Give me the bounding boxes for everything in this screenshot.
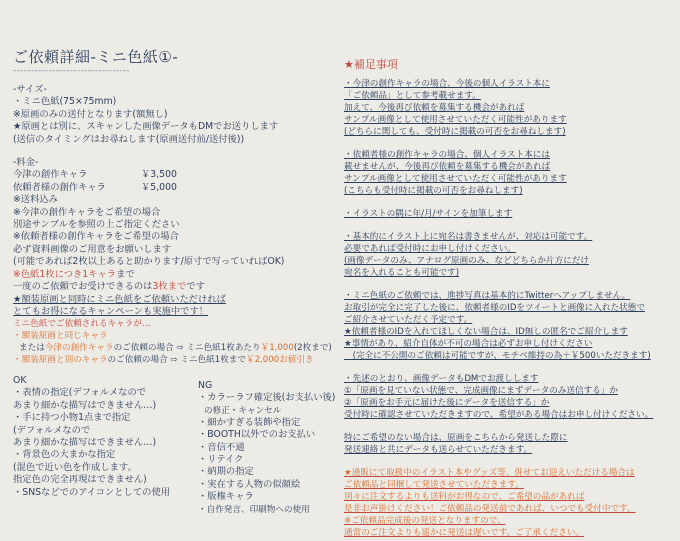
supplement-line: (どちらに関しても、受付時に掲載の可否をお尋ねします) bbox=[344, 127, 566, 137]
supplement-line: ・今津の創作キャラの場合、今後の個人イラスト本に bbox=[344, 79, 550, 89]
right-column bbox=[344, 58, 674, 539]
supplement-line: ・先述のとおり、画像データもDMでお渡しします bbox=[344, 374, 539, 384]
ok-item: ・手に持つ小物1点まで指定 bbox=[13, 412, 131, 424]
supplement-block-4 bbox=[344, 231, 674, 279]
supplement-line: 加えて、今後再び依頼を募集する機会があれば bbox=[344, 103, 525, 113]
supplement-line: サンプル画像として使用させていただく可能性があります bbox=[344, 174, 567, 184]
campaign-diff-mid: のご依頼の場合 ⇨ ミニ色紙1枚まで bbox=[107, 355, 246, 366]
supplement-line: ★事情があり、紹介自体が不可の場合は必ずお申し付けください bbox=[344, 339, 593, 349]
supplement-block-6 bbox=[344, 373, 674, 421]
ng-section bbox=[198, 380, 348, 516]
price-label: 今津の創作キャラ bbox=[13, 169, 88, 181]
ok-item: ・背景色の大まかな指定 bbox=[13, 449, 116, 461]
campaign-same-detail bbox=[13, 342, 343, 354]
campaign-detail-intro: ミニ色紙でご依頼されるキャラが… bbox=[13, 319, 151, 330]
per-sheet-post: まで bbox=[116, 268, 135, 280]
supplement-line: 「ご依頼品」として参考載せます。 bbox=[344, 91, 481, 101]
ng-item: ・自作発言、印刷物への使用 bbox=[198, 504, 310, 515]
supplement-block-1 bbox=[344, 78, 674, 138]
per-sheet-note bbox=[13, 269, 343, 281]
supplement-line: ※ご依頼品完成後の発送となりますので、 bbox=[344, 516, 506, 526]
price-label: 依頼者様の創作キャラ bbox=[13, 181, 106, 193]
supplement-block-5 bbox=[344, 290, 674, 362]
price-value: ￥3,500 bbox=[141, 169, 177, 181]
supplement-line: ★通販にて取扱中のイラスト本やグッズ等、併せてお迎えいただける場合は bbox=[344, 468, 635, 478]
supplement-line: (画像データのみ、アナログ原画のみ、などどちらか片方にだけ bbox=[344, 256, 590, 266]
campaign-same-mid: のご依頼の場合 ⇨ ミニ色紙1枚あたり bbox=[113, 343, 261, 354]
supplement-block-3: ・イラストの隅に年/月/サインを加筆します bbox=[344, 209, 513, 219]
fee-section bbox=[13, 157, 343, 366]
ng-item: ・実在する人物の似顔絵 bbox=[198, 478, 301, 490]
left-column bbox=[13, 48, 343, 366]
supplement-line: ご依頼品と同梱して発送させていただきます。 bbox=[344, 480, 524, 490]
ng-item: ・リテイク bbox=[198, 454, 244, 466]
supplement-line: 通常のご注文よりも遥かに発送は遅いです。ご了承ください。 bbox=[344, 528, 584, 538]
ok-item: あまり細かな描写はできません…) bbox=[13, 399, 157, 411]
ng-item: ・BOOTH以外でのお支払い bbox=[198, 429, 316, 441]
supplement-line: 載せませんが、今後再び依頼を募集する機会があれば bbox=[344, 162, 551, 172]
campaign-line-2: とてもお得になるキャンペーンも実施中です！ bbox=[13, 305, 209, 317]
size-heading: -サイズ- bbox=[13, 84, 47, 95]
campaign-same-pre: または bbox=[19, 343, 45, 354]
limit-pre: 一度のご依頼でお受けできるのは bbox=[13, 281, 153, 293]
price-value: ￥5,000 bbox=[141, 181, 177, 193]
supplement-line: 発送連絡と共にデータも送らせていただきます。 bbox=[344, 445, 533, 455]
title-divider: --------------------------------- bbox=[13, 66, 131, 76]
ok-item: あまり細かな描写はできません…) bbox=[13, 437, 157, 449]
supplement-line: 別々に注文するよりも送料がお得なので、ご希望の品があれば bbox=[344, 492, 585, 502]
size-value: ・ミニ色紙(75×75mm) bbox=[13, 96, 117, 108]
page-title: ご依頼詳細-ミニ色紙①- bbox=[13, 48, 179, 66]
supplement-line: ②「原画をお手元に届けた後にデータを送信する」か bbox=[344, 398, 550, 408]
supplement-line: ①「原画を見ていない状態で、完成画像にまずデータのみ送信する」か bbox=[344, 386, 618, 396]
ok-heading: OK bbox=[13, 375, 27, 386]
size-note: ※原画のみの送付となります(額無し) bbox=[13, 108, 168, 120]
ng-item: ・音信不通 bbox=[198, 441, 245, 453]
fee-note: ※送料込み bbox=[13, 194, 58, 206]
supplement-line: サンプル画像として使用させていただく可能性があります bbox=[344, 115, 567, 125]
supplement-block-7 bbox=[344, 432, 674, 456]
ng-item: ・版権キャラ bbox=[198, 491, 254, 503]
supplement-line: 宛名を入れることも可能です) bbox=[344, 268, 460, 278]
campaign-same-char: ・額装原画と同じキャラ bbox=[13, 331, 108, 342]
ok-item: (混色で近い色を作成します。 bbox=[13, 461, 137, 473]
supplement-line: 是非お声掛けください！ご依頼品の発送前であれば、いつでも受付中です。 bbox=[344, 504, 636, 514]
fee-note: 別途サンプルを参照の上ご指定ください bbox=[13, 219, 180, 231]
campaign-same-orange: 今津の創作キャラ bbox=[44, 343, 114, 354]
supplement-line: 必要であれば受付時にお申し付けください。 bbox=[344, 244, 516, 254]
ok-item: ・表情の指定(デフォルメなので bbox=[13, 387, 147, 399]
scan-note: ★原画とは別に、スキャンした画像データもDMでお送りします bbox=[13, 121, 279, 133]
supplement-line: ・依頼者様の創作キャラの場合、個人イラスト本には bbox=[344, 150, 550, 160]
supplement-line: お取引が完全に完了した後に、依頼者様のIDをツイートと画像に入れた状態で bbox=[344, 303, 645, 313]
campaign-diff-price: ￥2,000お値引き bbox=[246, 355, 314, 366]
fee-note: 必ず資料画像のご用意をお願いします bbox=[13, 243, 172, 255]
campaign-line-1: ★額装原画と同時にミニ色紙をご依頼いただければ bbox=[13, 293, 226, 305]
supplement-line: ご紹介させていただく予定です。 bbox=[344, 315, 473, 325]
campaign-same-price: ￥1,000 bbox=[260, 343, 294, 354]
supplement-line: ・基本的にイラスト上に宛名は書きませんが、対応は可能です。 bbox=[344, 232, 593, 242]
scan-timing-note: (送信のタイミングはお尋ねします(原画送付前/送付後)) bbox=[13, 133, 245, 145]
per-sheet-highlight: ※色紙1枚につき1キャラ bbox=[13, 268, 117, 280]
supplement-heading: ★補足事項 bbox=[344, 58, 398, 71]
ng-item: ・細かすぎる装飾や指定 bbox=[198, 416, 301, 428]
campaign-diff-char: ・額装原画と別のキャラ bbox=[13, 355, 108, 366]
supplement-line: 特にご希望のない場合は、原画をこちらから発送した際に bbox=[344, 433, 568, 443]
price-row bbox=[13, 169, 343, 181]
fee-note: ※依頼者様の創作キャラをご希望の場合 bbox=[13, 231, 179, 243]
supplement-line: (こちらも受付時に掲載の可否をお尋ねします) bbox=[344, 186, 523, 196]
ng-item: ・納期の指定 bbox=[198, 466, 254, 478]
supplement-line: 受付時に確認させていただきますので、希望がある場合はお申し付けください。 bbox=[344, 410, 654, 420]
ng-heading: NG bbox=[198, 380, 213, 391]
fee-heading: -料金- bbox=[13, 157, 39, 169]
size-section bbox=[13, 84, 343, 146]
supplement-block-8 bbox=[344, 467, 674, 539]
limit-note bbox=[13, 281, 343, 293]
supplement-line: ・ミニ色紙のご依頼では、進捗写真は基本的にTwitterへアップしません。 bbox=[344, 291, 631, 301]
supplement-line: ★依頼者様のIDを入れてほしくない場合は、ID無しの匿名でご紹介します bbox=[344, 327, 628, 337]
ng-item: ・カラーラフ確定後(お支払い後) bbox=[198, 392, 336, 404]
ok-section bbox=[13, 375, 203, 499]
limit-highlight: 3枚まで bbox=[152, 281, 187, 293]
ok-item: ・SNSなどでのアイコンとしての使用 bbox=[13, 486, 171, 498]
ng-item: の修正・キャンセル bbox=[204, 405, 282, 416]
supplement-block-2 bbox=[344, 149, 674, 197]
campaign-diff-detail bbox=[13, 354, 343, 366]
supplement-line: (完全に不公開のご依頼は可能ですが、モチベ維持の為＋￥500いただきます) bbox=[344, 351, 651, 361]
ok-item: (デフォルメなので bbox=[13, 424, 91, 436]
fee-note: (可能であれば2枚以上あると助かります/原寸で写っていればOK) bbox=[13, 256, 285, 268]
campaign-same-post: (2枚まで) bbox=[293, 343, 332, 354]
ok-item: 指定色の完全再現はできません) bbox=[13, 474, 147, 486]
price-row bbox=[13, 182, 343, 194]
limit-post: です bbox=[186, 281, 205, 293]
fee-note: ※今津の創作キャラをご希望の場合 bbox=[13, 206, 161, 218]
